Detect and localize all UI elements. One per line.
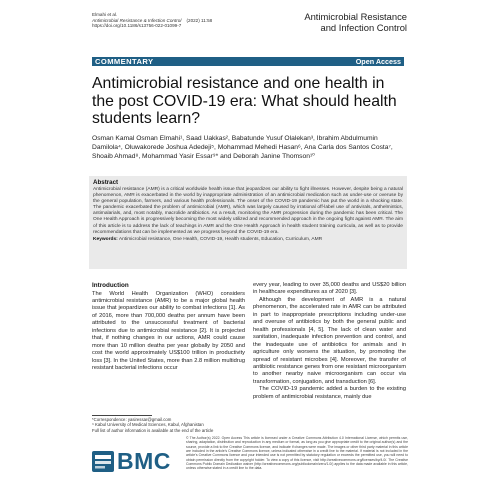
journal-name-line1: Antimicrobial Resistance (304, 11, 407, 22)
bmc-logo-icon (92, 451, 114, 472)
header-year-pages: (2022) 11:58 (186, 17, 213, 23)
intro-paragraph-3: The COVID-19 pandemic added a burden to the existing problem of antimicrobial resistance, mainly due (253, 386, 406, 400)
header-doi[interactable]: https://doi.org/10.1186/s13756-022-01099-7 (92, 23, 182, 29)
correspondence-note: *Correspondence: yasiressar@gmail.com (92, 417, 172, 422)
intro-paragraph-2: Although the development of AMR is a natural phenomenon, the accelerated rate in AMR can be attributed in part to inappropriate prescriptions including under-use and overuse of antibiotics by both the general public and health professionals [4, 5]. The lack of clean water and sanitation, inadequate infection prevention and control, and the inadequate use of antibiotics for animals and in agriculture only worsens the situation, by promoting the spread of resistant microbes [4]. Moreover, the transfer of antibiotic resistance genes from one resistant microorganism to another nearby naive microorganism can occur via transformation, conjugation, and transduction [6]. (253, 296, 406, 385)
footnotes (92, 417, 244, 433)
license-statement: © The Author(s) 2022. Open Access This article is licensed under a Creative Commons Attribution 4.0 International License, which permits use, sharing, adaptation, distribution and reproduction in any medium or format, as long as you give appropriate credit to the original author(s) and the source, provide a link to the Creative Commons licence, and indicate if changes were made. The images or other third party material in this article are included in the article's Creative Commons licence, unless indicated otherwise in a credit line to the material. If material is not included in the article's Creative Commons licence and your intended use is not permitted by statutory regulation or exceeds the permitted use, you will need to obtain permission directly from the copyright holder. To view a copy of this licence, visit http://creativecommons.org/licenses/by/4.0/. The Creative Commons Public Domain Dedication waiver (http://creativecommons.org/publicdomain/zero/1.0/) applies to the data made available in this article, unless otherwise stated in a credit line to the data. (186, 436, 408, 471)
keywords-text: Antimicrobial resistance, One Health, COVID-19, Health students, Education, Curriculum, AMR (118, 236, 323, 242)
journal-masthead (304, 12, 407, 33)
author-list: Osman Kamal Osman Elmahi¹, Saad Uakkas², Babatunde Yusuf Olalekan³, Ibrahim Abdulmumin Damilola⁴, Oluwakorede Joshua Adedeji⁵, Mohammad Mehedi Hasan⁶, Ana Carla dos Santos Costa⁷, Shoaib Ahmad⁸, Mohammad Yasir Essar⁹* and Deborah Janine Thomson¹⁰ (92, 135, 393, 161)
body-column-right (253, 282, 406, 401)
running-header (92, 12, 212, 29)
journal-name-line2: and Infection Control (320, 21, 407, 33)
keywords-line (93, 237, 403, 243)
author-info-note: Full list of author information is available at the end of the article (92, 427, 214, 433)
header-authors: Elmahi et al. (92, 12, 118, 17)
article-category: COMMENTARY (95, 57, 154, 66)
publisher-logo (92, 449, 182, 474)
publisher-name: BMC (117, 448, 171, 474)
abstract-box (89, 176, 407, 269)
abstract-text: Antimicrobial resistance (AMR) is a critical worldwide health issue that jeopardizes our ability to fight illnesses. However, despite being a natural phenomenon, AMR is exacerbated in the world by inappropriate administration of an antimicrobial medication such as under-use or overuse by the general population, farmers, and various health professionals. The onset of the COVID-19 pandemic has put the world in a shocking state. The pandemic exacerbated the problem of antimicrobial (AMR), which was largely caused by irrational off-label use of antivirals, anthelmintics, antimalarials, and, most notably, macrolide antibiotics. As a result, monitoring the AMR progression during the pandemic has been critical. The One Health Approach is progressively becoming the most widely utilized and recommended approach in the ongoing fight against AMR. The aim of this article is to address the lack of teachings in AMR and the One Health Approach in health student training curricula, as well as to provide recommendations that can be implemented as we progress beyond the COVID-19 era. (93, 187, 403, 235)
article-title: Antimicrobial resistance and one health in the post COVID-19 era: What should health students learn? (92, 75, 397, 127)
section-heading-introduction: Introduction (92, 282, 129, 289)
affiliation-note: ⁹ Kabul University of Medical Sciences, Kabul, Afghanistan (92, 422, 204, 428)
open-access-label: Open Access (355, 57, 401, 66)
footnote-divider (92, 415, 152, 416)
abstract-heading: Abstract (93, 179, 119, 186)
intro-paragraph-1: The World Health Organization (WHO) considers antimicrobial resistance (AMR) to be a major global health issue that jeopardizes our ability to combat infections [1]. As of 2016, more than 700,000 deaths per annum have been attributed to the unsuccessful treatment of bacterial infections due to antimicrobial resistance [2]. It is projected that, if nothing changes in our actions, AMR could cause more than 10 million deaths per year globally by 2050 and cost the world approximately US$100 trillion in productivity loss [3]. In the United States, more than 2.8 million multidrug resistant bacterial infections occur (92, 290, 245, 372)
keywords-label: Keywords: (93, 236, 118, 242)
article-type-band (92, 57, 404, 66)
intro-paragraph-1-continued: every year, leading to over 35,000 deaths and US$20 billion in healthcare expenditures as of 2020 [3]. (253, 282, 406, 296)
body-column-left (92, 282, 245, 372)
header-journal: Antimicrobial Resistance & Infection Control (92, 17, 182, 23)
